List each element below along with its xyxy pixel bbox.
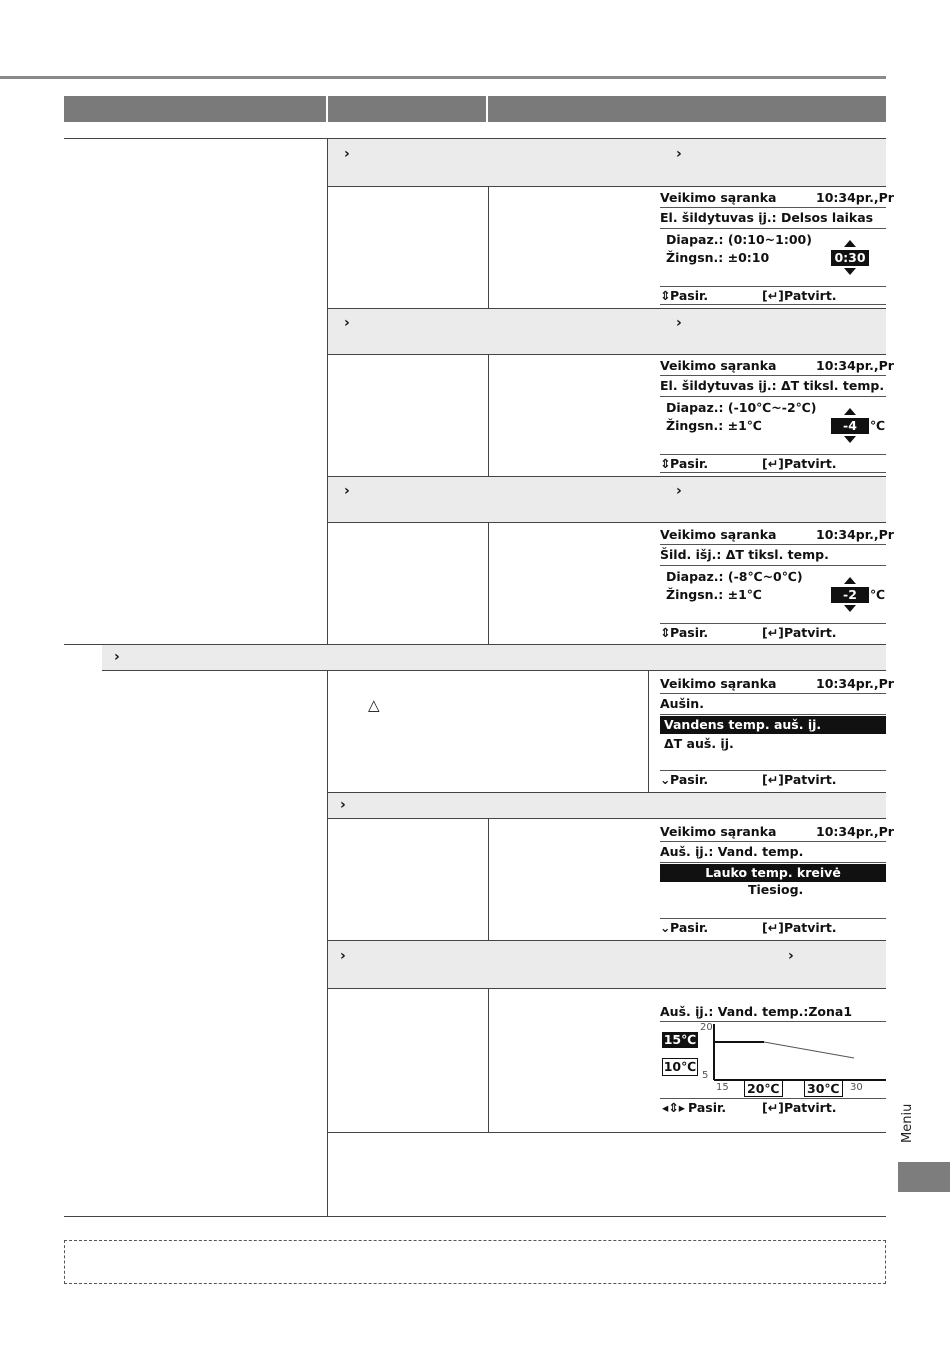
arrow-up-icon	[844, 240, 856, 247]
menu-option-selected[interactable]: Lauko temp. kreivė	[660, 864, 886, 882]
chevron-icon: ›	[344, 146, 350, 162]
screen-rule	[660, 304, 886, 305]
chevron-icon: ›	[340, 948, 346, 964]
enter-icon: [↵]	[762, 920, 784, 935]
footer-select-label: Pasir.	[670, 920, 709, 935]
menu-option[interactable]: ΔT auš. įj.	[664, 736, 734, 751]
header-col-3	[488, 96, 886, 122]
header-col-2	[328, 96, 486, 122]
row-divider	[328, 1132, 886, 1133]
water-high-value[interactable]: 15℃	[663, 1032, 697, 1047]
lcd-screen-cooling-menu	[660, 676, 894, 790]
screen-range: Diapaz.: (0:10~1:00)	[666, 232, 812, 247]
section-band-1	[328, 139, 886, 186]
footer-confirm-label: Patvirt.	[784, 1100, 837, 1115]
screen-time: 10:34pr.,Pr	[816, 824, 894, 839]
screen-time: 10:34pr.,Pr	[816, 190, 894, 205]
footer-confirm-label: Patvirt.	[784, 772, 837, 787]
four-way-arrow-icon: ◂⇕▸	[662, 1100, 686, 1115]
section-band-cooling	[102, 645, 886, 670]
screen-rule	[660, 472, 886, 473]
screen-rule	[660, 565, 886, 566]
screen-rule	[660, 862, 886, 863]
side-tab-label: Meniu	[900, 1103, 915, 1143]
enter-icon: [↵]	[762, 1100, 784, 1115]
screen-rule	[660, 841, 886, 842]
col-divider	[488, 186, 489, 308]
col-divider	[488, 354, 489, 476]
value-box: -2	[831, 587, 869, 603]
updown-icon: ⇕	[660, 456, 671, 471]
screen-rule	[660, 454, 886, 455]
lcd-screen-delay-time	[660, 190, 894, 306]
screen-rule	[660, 714, 886, 715]
screen-step: Žingsn.: ±1℃	[666, 587, 762, 602]
y-axis-top-label: 20	[700, 1022, 713, 1033]
note-box	[64, 1240, 886, 1284]
value-box: 0:30	[831, 250, 869, 266]
footer-confirm-label: Patvirt.	[784, 625, 837, 640]
value-unit: ℃	[870, 587, 886, 602]
screen-rule	[660, 623, 886, 624]
screen-rule	[660, 396, 886, 397]
curve-slope-segment	[764, 1042, 854, 1058]
footer-select-label: Pasir.	[670, 625, 709, 640]
menu-option-selected[interactable]: Vandens temp. auš. įj.	[660, 716, 886, 734]
screen-rule	[660, 1021, 886, 1022]
screen-rule	[660, 228, 886, 229]
screen-subtitle: El. šildytuvas įj.: Delsos laikas	[660, 210, 874, 225]
chevron-icon: ›	[344, 483, 350, 499]
screen-rule	[660, 375, 886, 376]
footer-confirm-label: Patvirt.	[784, 456, 837, 471]
triangle-icon: △	[368, 696, 380, 714]
updown-icon: ⇕	[660, 288, 671, 303]
x-tick-outdoor-high[interactable]: 30℃	[804, 1080, 843, 1097]
enter-icon: [↵]	[762, 288, 784, 303]
row-divider	[328, 522, 886, 523]
footer-select-label: Pasir.	[670, 288, 709, 303]
lcd-screen-zone-curve	[660, 1004, 886, 1126]
row-divider	[328, 988, 886, 989]
footer-select-label: Pasir.	[670, 772, 709, 787]
footer-select-label: Pasir.	[670, 456, 709, 471]
screen-rule	[660, 1098, 886, 1099]
screen-subtitle: Aušin.	[660, 696, 704, 711]
section-band-3	[328, 476, 886, 522]
chevron-icon: ›	[788, 948, 794, 964]
row-divider	[328, 186, 886, 187]
row-divider	[328, 308, 886, 309]
water-low-value[interactable]: 10℃	[663, 1059, 697, 1074]
section-band-5	[328, 941, 886, 988]
lcd-screen-water-temp	[660, 824, 894, 938]
screen-time: 10:34pr.,Pr	[816, 676, 894, 691]
col-divider	[488, 818, 489, 940]
enter-icon: [↵]	[762, 456, 784, 471]
screen-time: 10:34pr.,Pr	[816, 527, 894, 542]
arrow-up-icon	[844, 577, 856, 584]
screen-subtitle: El. šildytuvas įj.: ΔT tiksl. temp.	[660, 378, 885, 393]
screen-title: Veikimo sąranka	[660, 676, 777, 691]
screen-rule	[660, 693, 886, 694]
arrow-down-icon	[844, 268, 856, 275]
screen-range: Diapaz.: (-8℃~0℃)	[666, 569, 803, 584]
screen-subtitle: Auš. įj.: Vand. temp.:Zona1	[660, 1004, 853, 1019]
col-divider	[488, 988, 489, 1132]
screen-rule	[660, 770, 886, 771]
y-axis-bottom-label: 5	[702, 1070, 709, 1081]
col-divider	[327, 138, 328, 644]
chevron-icon: ›	[114, 649, 120, 665]
screen-step: Žingsn.: ±0:10	[666, 250, 770, 265]
screen-rule	[660, 207, 886, 208]
col-divider	[648, 670, 649, 792]
arrow-down-icon	[844, 436, 856, 443]
arrow-down-icon	[844, 605, 856, 612]
row-divider	[328, 818, 886, 819]
chevron-icon: ›	[676, 483, 682, 499]
enter-icon: [↵]	[762, 772, 784, 787]
arrow-up-icon	[844, 408, 856, 415]
down-arrow-icon: ⌄	[660, 772, 671, 787]
screen-subtitle: Auš. įj.: Vand. temp.	[660, 844, 804, 859]
screen-subtitle: Šild. išj.: ΔT tiksl. temp.	[660, 547, 829, 562]
x-tick-label: 15	[716, 1082, 729, 1093]
footer-confirm-label: Patvirt.	[784, 920, 837, 935]
screen-title: Veikimo sąranka	[660, 824, 777, 839]
row-divider	[102, 670, 886, 671]
value-unit: ℃	[870, 418, 886, 433]
chevron-icon: ›	[676, 146, 682, 162]
section-band-2	[328, 308, 886, 354]
screen-title: Veikimo sąranka	[660, 190, 777, 205]
chevron-icon: ›	[676, 315, 682, 331]
side-tab[interactable]	[898, 1162, 950, 1192]
x-tick-label: 30	[850, 1082, 863, 1093]
lcd-screen-heating-off-delta	[660, 527, 894, 643]
row-divider	[328, 476, 886, 477]
screen-title: Veikimo sąranka	[660, 527, 777, 542]
screen-range: Diapaz.: (-10℃~-2℃)	[666, 400, 817, 415]
screen-rule	[660, 918, 886, 919]
col-divider	[488, 522, 489, 644]
table-bottom-rule	[64, 1216, 886, 1217]
header-col-1	[64, 96, 326, 122]
menu-option[interactable]: Tiesiog.	[748, 882, 804, 897]
chevron-icon: ›	[344, 315, 350, 331]
top-rule	[0, 76, 886, 79]
row-divider	[328, 354, 886, 355]
down-arrow-icon: ⌄	[660, 920, 671, 935]
screen-rule	[660, 544, 886, 545]
x-tick-outdoor-low[interactable]: 20℃	[744, 1080, 783, 1097]
screen-step: Žingsn.: ±1℃	[666, 418, 762, 433]
lcd-screen-heater-delta	[660, 358, 894, 474]
footer-confirm-label: Patvirt.	[784, 288, 837, 303]
section-band-4	[328, 793, 886, 818]
screen-title: Veikimo sąranka	[660, 358, 777, 373]
enter-icon: [↵]	[762, 625, 784, 640]
screen-time: 10:34pr.,Pr	[816, 358, 894, 373]
screen-rule	[660, 286, 886, 287]
value-box: -4	[831, 418, 869, 434]
chevron-icon: ›	[340, 797, 346, 813]
footer-select-label: Pasir.	[688, 1100, 727, 1115]
updown-icon: ⇕	[660, 625, 671, 640]
curve-chart	[712, 1024, 886, 1084]
